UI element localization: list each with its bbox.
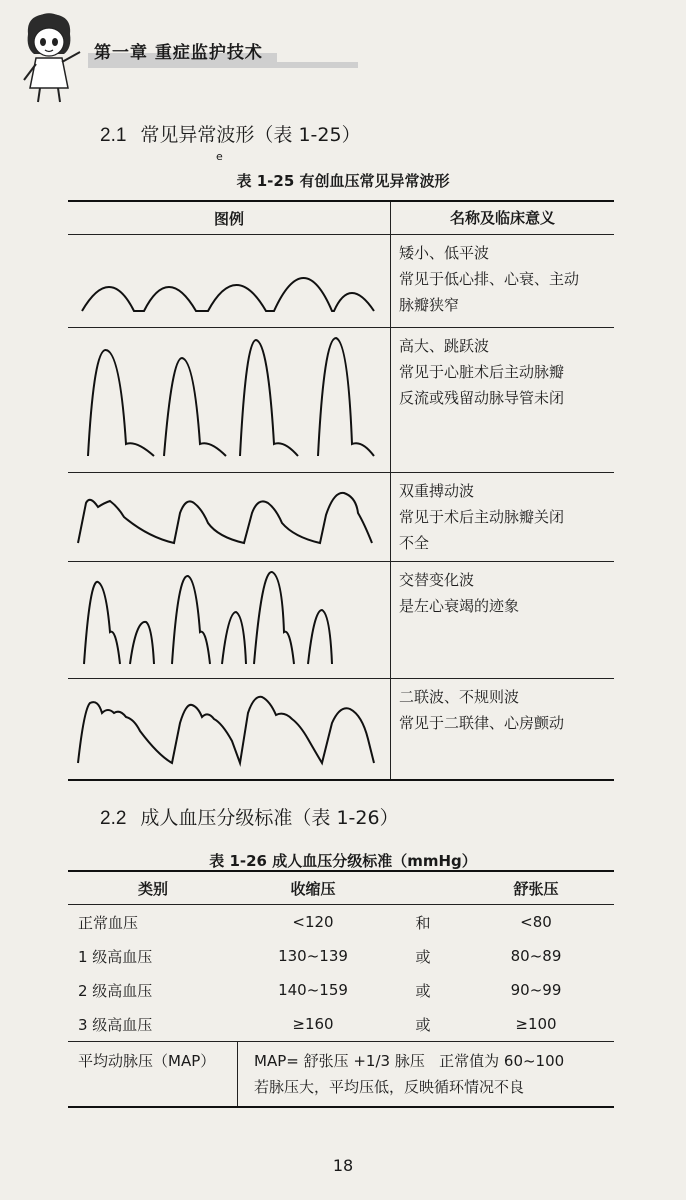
table-header-row — [68, 872, 614, 905]
double-pulse-waveform — [68, 473, 390, 561]
join-cell: 或 — [415, 947, 431, 966]
table-row — [68, 905, 614, 939]
map-note: 若脉压大，平均压低，反映循环情况不良 — [254, 1078, 525, 1096]
section-number: 2.2 — [100, 808, 127, 829]
waveform-meaning-cont: 反流或残留动脉导管未闭 — [399, 389, 565, 407]
diastolic-cell: ≥100 — [515, 1015, 557, 1033]
waveform-meaning: 常见于二联律、心房颤动 — [399, 714, 565, 732]
waveform-description — [390, 328, 614, 472]
page-number: 18 — [332, 1156, 354, 1175]
table-row — [68, 327, 614, 472]
waveform-meaning: 常见于术后主动脉瓣关闭 — [399, 508, 565, 526]
waveform-description — [390, 562, 614, 678]
waveform-name: 交替变化波 — [399, 571, 475, 589]
header-figure: 图例 — [213, 209, 244, 228]
waveform-meaning-cont: 脉瓣狭窄 — [399, 296, 460, 314]
join-cell: 或 — [415, 1015, 431, 1034]
category-cell: 正常血压 — [78, 913, 139, 932]
table-row — [68, 472, 614, 561]
table-row — [68, 678, 614, 779]
low-flat-waveform — [68, 235, 390, 327]
waveform-name: 二联波、不规则波 — [399, 688, 520, 706]
section-heading-2-2 — [100, 803, 399, 830]
map-label: 平均动脉压（MAP） — [68, 1042, 238, 1106]
category-cell: 2 级高血压 — [78, 981, 153, 1000]
waveform-name: 高大、跳跃波 — [399, 337, 490, 355]
header-category: 类别 — [137, 879, 168, 898]
nurse-mascot-icon — [14, 4, 84, 104]
diastolic-cell: <80 — [520, 913, 552, 931]
bp-classification-table — [68, 870, 614, 1108]
waveform-figure — [68, 562, 390, 678]
waveform-description — [390, 679, 614, 779]
section-title: 常见异常波形（表 1-25） — [140, 124, 361, 146]
map-formula: MAP= 舒张压 +1/3 脉压 正常值为 60~100 — [254, 1052, 565, 1070]
chapter-title: 第一章 重症监护技术 — [88, 36, 277, 67]
section-heading-2-1 — [100, 120, 361, 147]
table-bottom-rule — [68, 1106, 614, 1108]
waveform-figure — [68, 328, 390, 472]
map-row — [68, 1041, 614, 1106]
waveform-figure — [68, 473, 390, 561]
chapter-header — [0, 0, 686, 110]
high-bounding-waveform — [68, 328, 390, 472]
waveform-meaning: 常见于心脏术后主动脉瓣 — [399, 363, 565, 381]
systolic-cell: <120 — [292, 913, 334, 931]
waveform-meaning: 常见于低心排、心衰、主动 — [399, 270, 580, 288]
section-number: 2.1 — [100, 125, 127, 146]
map-description — [238, 1042, 614, 1106]
join-cell: 和 — [415, 913, 431, 932]
join-cell: 或 — [415, 981, 431, 1000]
waveform-name: 矮小、低平波 — [399, 244, 490, 262]
table-caption-1-25: 表 1-25 有创血压常见异常波形 — [236, 172, 450, 190]
waveform-description — [390, 473, 614, 561]
table-row — [68, 939, 614, 973]
table-row — [68, 234, 614, 327]
diastolic-cell: 90~99 — [510, 981, 562, 999]
header-diastolic: 舒张压 — [513, 879, 559, 898]
category-cell: 3 级高血压 — [78, 1015, 153, 1034]
table-bottom-rule — [68, 779, 614, 781]
waveform-meaning-cont: 不全 — [399, 534, 430, 552]
waveform-figure — [68, 235, 390, 327]
header-systolic: 收缩压 — [290, 879, 336, 898]
waveform-meaning: 是左心衰竭的迹象 — [399, 597, 520, 615]
hand-mark: e — [216, 150, 223, 163]
waveform-table — [68, 200, 614, 781]
section-title: 成人血压分级标准（表 1-26） — [140, 807, 399, 829]
bigeminal-waveform — [68, 679, 390, 779]
systolic-cell: ≥160 — [292, 1015, 334, 1033]
diastolic-cell: 80~89 — [510, 947, 562, 965]
table-row — [68, 1007, 614, 1041]
alternating-waveform — [68, 562, 390, 678]
waveform-figure — [68, 679, 390, 779]
systolic-cell: 130~139 — [278, 947, 348, 965]
table-row — [68, 561, 614, 678]
category-cell: 1 级高血压 — [78, 947, 153, 966]
table-row — [68, 973, 614, 1007]
systolic-cell: 140~159 — [278, 981, 348, 999]
waveform-name: 双重搏动波 — [399, 482, 475, 500]
waveform-description — [390, 235, 614, 327]
table-header-row — [68, 202, 614, 234]
header-meaning: 名称及临床意义 — [390, 202, 614, 234]
table-caption-1-26: 表 1-26 成人血压分级标准（mmHg） — [209, 852, 477, 870]
